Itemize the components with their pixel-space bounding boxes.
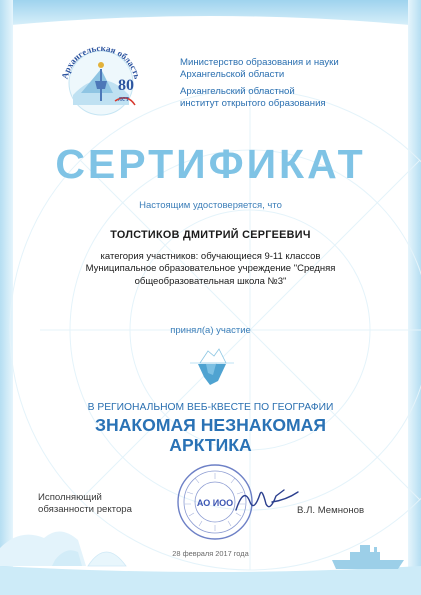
event-name <box>0 415 421 455</box>
event-name-line-2: АРКТИКА <box>169 435 252 455</box>
participated-text: принял(а) участие <box>170 325 251 336</box>
institution-line-2: общеобразовательная школа №3" <box>134 275 287 287</box>
ministry-line: Министерство образования и науки <box>180 57 339 68</box>
certificate-title: СЕРТИФИКАТ <box>55 141 366 187</box>
institution-line: Муниципальное образовательное учреждение "Средняя <box>85 263 336 275</box>
signer-name: В.Л. Мемнонов <box>297 505 365 516</box>
participant-category: категория участников: обучающиеся 9-11 классов <box>100 251 321 262</box>
signer-position-line-1: Исполняющий <box>38 492 102 503</box>
event-description: В РЕГИОНАЛЬНОМ ВЕБ-КВЕСТЕ ПО ГЕОГРАФИИ <box>87 402 334 413</box>
event-name-line-1: ЗНАКОМАЯ НЕЗНАКОМАЯ <box>94 415 327 435</box>
emblem-arc-text: Архангельская область <box>59 42 143 81</box>
signer-position <box>38 492 132 516</box>
signer-position-line-2: обязанности ректора <box>38 503 132 515</box>
ministry-region-line: Архангельской области <box>180 68 285 80</box>
right-ice-band <box>408 0 421 595</box>
handwritten-signature <box>232 482 302 516</box>
issue-date: 28 февраля 2017 года <box>172 549 249 558</box>
recipient-name: ТОЛСТИКОВ ДМИТРИЙ СЕРГЕЕВИЧ <box>110 229 311 241</box>
issuer-header <box>180 57 339 109</box>
certify-text: Настоящим удостоверяется, что <box>139 200 282 211</box>
recipient-details <box>30 251 391 288</box>
left-ice-band <box>0 0 13 595</box>
stamp-text: АО ИОО <box>196 498 234 508</box>
emblem-years-number: 80 <box>118 77 134 94</box>
institute-line-2: институт открытого образования <box>180 97 326 109</box>
iceberg-icon <box>186 343 238 387</box>
emblem-years-word: лет <box>118 94 130 103</box>
institute-line: Архангельский областной <box>180 86 295 97</box>
